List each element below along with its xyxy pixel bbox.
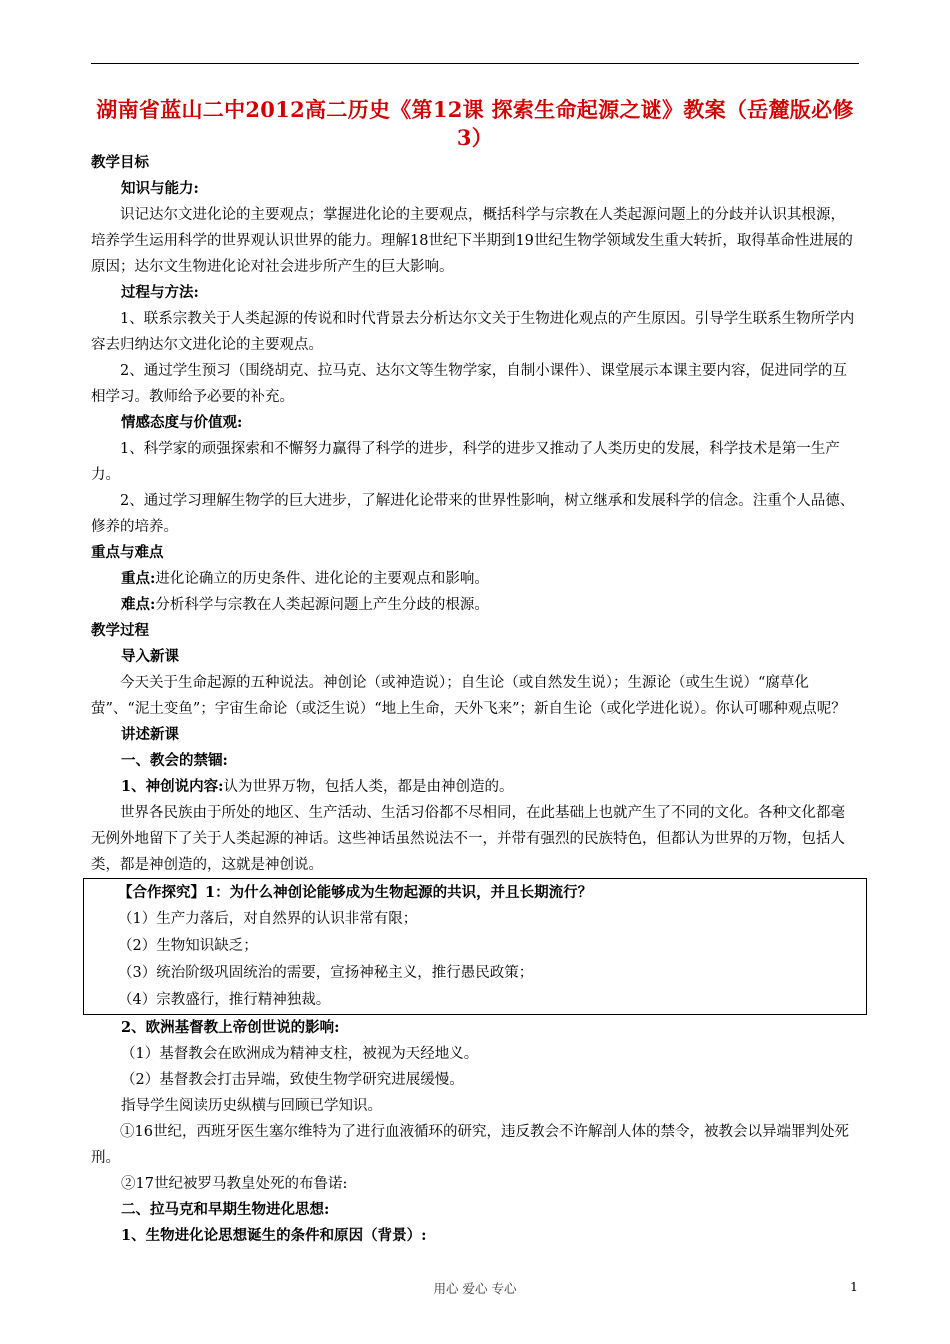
box-heading: 【合作探究】1：为什么神创论能够成为生物起源的共识，并且长期流行？ (118, 884, 593, 901)
emotion-item-2: 2、通过学习理解生物学的巨大进步，了解进化论带来的世界性影响，树立继承和发展科学的信念。注重个人品德、修养的培养。 (91, 493, 855, 535)
part1-2-heading: 2、欧洲基督教上帝创世说的影响: (121, 1019, 340, 1036)
part1-heading: 一、教会的禁锢: (121, 752, 228, 769)
knowledge-text: 识记达尔文进化论的主要观点；掌握进化论的主要观点，概括科学与宗教在人类起源问题上的分歧并认识其根源，培养学生运用科学的世界观认识世界的能力。理解18世纪下半期到19世纪生物学领域发生重大转折，取得革命性进展的原因；达尔文生物进化论对社会进步所产生的巨大影响。 (91, 207, 853, 275)
key-points-heading: 重点与难点 (91, 544, 164, 561)
part1-2-item-a: （1）基督教会在欧洲成为精神支柱，被视为天经地义。 (121, 1046, 479, 1062)
process-heading: 过程与方法: (121, 284, 199, 301)
box-item: （2）生物知识缺乏； (118, 938, 258, 954)
knowledge-heading: 知识与能力: (121, 180, 199, 197)
lecture-heading: 讲述新课 (121, 726, 179, 743)
teaching-process-heading: 教学过程 (91, 622, 149, 639)
key-text: 进化论确立的历史条件、进化论的主要观点和影响。 (155, 571, 489, 587)
intro-heading: 导入新课 (121, 648, 179, 665)
part1-item-1-text: 认为世界万物，包括人类，都是由神创造的。 (223, 779, 514, 795)
case-2: ②17世纪被罗马教皇处死的布鲁诺: (121, 1176, 348, 1192)
box-item: （1）生产力落后，对自然界的认识非常有限； (118, 911, 418, 927)
process-item-2: 2、通过学生预习（围绕胡克、拉马克、达尔文等生物学家，自制小课件）、课堂展示本课主要内容，促进同学的互相学习。教师给予必要的补充。 (91, 363, 847, 405)
footer-text: 用心 爱心 专心 (433, 1281, 517, 1296)
page-number: 1 (850, 1279, 858, 1294)
difficulty-label: 难点: (121, 596, 156, 613)
guide-text: 指导学生阅读历史纵横与回顾已学知识。 (121, 1098, 382, 1114)
emotion-heading: 情感态度与价值观: (121, 414, 243, 431)
difficulty-text: 分析科学与宗教在人类起源问题上产生分歧的根源。 (155, 597, 489, 613)
cooperative-inquiry-box (83, 878, 867, 1015)
part2-item-1-heading: 1、生物进化论思想诞生的条件和原因（背景）: (121, 1227, 427, 1244)
part1-2-item-b: （2）基督教会打击异端，致使生物学研究进展缓慢。 (121, 1072, 464, 1088)
box-item: （4）宗教盛行，推行精神独裁。 (118, 992, 331, 1008)
box-item: （3）统治阶级巩固统治的需要，宣扬神秘主义，推行愚民政策； (118, 965, 534, 981)
intro-text: 今天关于生命起源的五种说法。神创论（或神造说）；自生论（或自然发生说）；生源论（或生生说）“腐草化萤”、“泥土变鱼”；宇宙生命论（或泛生说）“地上生命，天外飞来”；新自生论（或化学进化说）。你认可哪种观点呢？ (91, 675, 846, 717)
goals-heading: 教学目标 (91, 154, 149, 171)
key-point-line (91, 566, 859, 592)
document-body (91, 150, 859, 1249)
part1-item-1 (91, 774, 859, 800)
case-1: ①16世纪，西班牙医生塞尔维特为了进行血液循环的研究，违反教会不许解剖人体的禁令，被教会以异端罪判处死刑。 (91, 1124, 849, 1166)
key-label: 重点: (121, 570, 156, 587)
document-title: 湖南省蓝山二中2012高二历史《第12课 探索生命起源之谜》教案（岳麓版必修3） (96, 97, 854, 150)
emotion-item-1: 1、科学家的顽强探索和不懈努力赢得了科学的进步，科学的进步又推动了人类历史的发展，科学技术是第一生产力。 (91, 441, 840, 483)
part2-heading: 二、拉马克和早期生物进化思想: (121, 1201, 330, 1218)
difficulty-line (91, 592, 859, 618)
part1-item-1-label: 1、神创说内容: (121, 778, 224, 795)
part1-paragraph: 世界各民族由于所处的地区、生产活动、生活习俗都不尽相同，在此基础上也就产生了不同的文化。各种文化都毫无例外地留下了关于人类起源的神话。这些神话虽然说法不一，并带有强烈的民族特色，但都认为世界的万物，包括人类，都是神创造的，这就是神创说。 (91, 805, 845, 873)
process-item-1: 1、联系宗教关于人类起源的传说和时代背景去分析达尔文关于生物进化观点的产生原因。引导学生联系生物所学内容去归纳达尔文进化论的主要观点。 (91, 311, 855, 353)
header-rule (91, 63, 859, 64)
